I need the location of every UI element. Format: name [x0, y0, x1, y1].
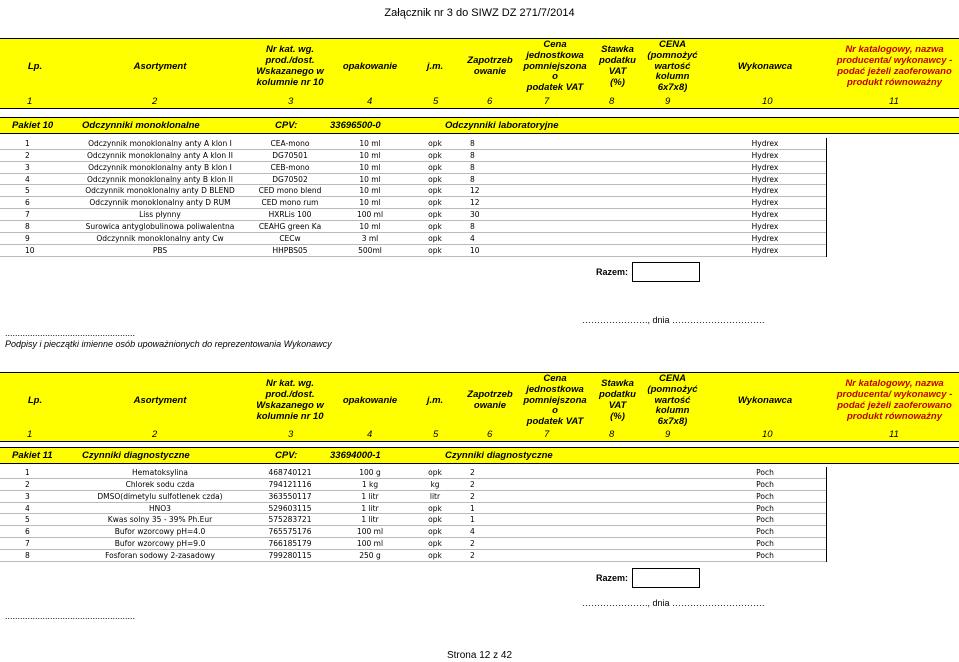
- col-asortyment: Asortyment: [133, 60, 187, 72]
- column-number: 5: [433, 96, 439, 107]
- header-line: (%): [610, 410, 625, 422]
- column-number: 8: [609, 429, 615, 440]
- table-row: [0, 174, 826, 185]
- header-line: kolumn: [655, 405, 690, 417]
- col-cena-wartosc: [645, 39, 700, 95]
- pakiet-name: Czynniki diagnostyczne: [82, 450, 190, 461]
- table-row: [0, 526, 826, 537]
- row-asortyment: Surowica antyglobulinowa poliwalentna: [85, 221, 235, 231]
- header-line: 6x7x8): [657, 416, 688, 428]
- header-line: (%): [610, 76, 625, 88]
- row-wykonawca: Hydrex: [751, 198, 779, 208]
- column-number: 1: [27, 429, 33, 440]
- row-jm: opk: [428, 515, 442, 525]
- razem-label: Razem:: [596, 573, 629, 583]
- table-row: [0, 491, 826, 502]
- column-number: 7: [544, 96, 550, 107]
- table-row: [0, 185, 826, 196]
- header-line: Nr kat. wg.: [265, 378, 315, 390]
- row-nr-kat: 468740121: [268, 468, 312, 477]
- row-zapotrzebowanie: 2: [470, 491, 475, 501]
- table-row: [0, 162, 826, 173]
- column-number: 10: [762, 96, 773, 107]
- header-line: producenta/ wykonawcy -: [836, 55, 953, 67]
- table-header: [0, 38, 959, 96]
- col-zapotrzebowanie: [460, 39, 520, 95]
- header-line: podać jeżeli zaoferowano: [837, 400, 952, 411]
- row-nr-kat: HHPBS05: [272, 245, 308, 255]
- page-title: Załącznik nr 3 do SIWZ DZ 271/7/2014: [384, 7, 575, 19]
- row-asortyment: Bufor wzorcowy pH=9.0: [114, 539, 206, 549]
- column-number: 1: [27, 96, 33, 107]
- row-zapotrzebowanie: 12: [470, 186, 480, 196]
- col-zapotrzebowanie: [460, 373, 520, 429]
- row-jm: opk: [428, 139, 442, 148]
- row-asortyment: DMSO(dimetylu sulfotlenek czda): [97, 491, 223, 501]
- header-line: produkt równoważny: [847, 410, 942, 422]
- row-zapotrzebowanie: 8: [470, 150, 475, 160]
- col-lp: Lp.: [27, 60, 43, 72]
- row-wykonawca: Hydrex: [751, 233, 779, 243]
- page-footer: Strona 12 z 42: [446, 650, 513, 661]
- row-lp: 3: [25, 162, 30, 172]
- row-nr-kat: DG70502: [272, 174, 308, 184]
- column-number: 5: [433, 429, 439, 440]
- row-asortyment: Odczynnik monoklonalny anty A klon II: [87, 150, 233, 160]
- column-numbers: [0, 95, 959, 109]
- row-wykonawca: Poch: [756, 468, 774, 477]
- pakiet-label: Pakiet 11: [12, 450, 53, 461]
- column-number: 6: [487, 96, 493, 107]
- col-asortyment: Asortyment: [133, 394, 187, 406]
- row-opakowanie: 3 ml: [361, 233, 379, 243]
- column-number: 2: [152, 96, 158, 107]
- row-zapotrzebowanie: 1: [470, 503, 475, 513]
- row-nr-kat: 799280115: [268, 550, 312, 560]
- col-lp: Lp.: [27, 394, 43, 406]
- column-number: 11: [889, 429, 899, 440]
- pakiet-row: [0, 447, 959, 464]
- col-nr-katalogowy: [830, 373, 959, 429]
- header-line: CENA: [659, 38, 686, 50]
- row-opakowanie: 1 litr: [361, 491, 379, 501]
- row-opakowanie: 500ml: [358, 245, 382, 255]
- table-row: [0, 197, 826, 208]
- row-wykonawca: Hydrex: [751, 221, 779, 231]
- row-jm: opk: [428, 550, 442, 560]
- row-asortyment: Odczynnik monoklonalny anty Cw: [96, 233, 224, 243]
- row-lp: 6: [25, 198, 30, 208]
- row-opakowanie: 10 ml: [359, 221, 381, 231]
- header-line: pomniejszona o: [523, 394, 587, 417]
- signature-dots: ....................................................: [5, 328, 136, 338]
- row-lp: 5: [25, 186, 30, 196]
- row-wykonawca: Hydrex: [751, 150, 779, 160]
- row-jm: opk: [428, 198, 442, 208]
- row-nr-kat: 363550117: [268, 491, 312, 501]
- row-zapotrzebowanie: 8: [470, 139, 475, 148]
- row-wykonawca: Poch: [756, 503, 774, 513]
- row-jm: opk: [428, 150, 442, 160]
- header-line: Zapotrzeb: [467, 389, 513, 401]
- row-opakowanie: 10 ml: [359, 139, 381, 148]
- row-jm: opk: [428, 174, 442, 184]
- column-number: 4: [367, 429, 373, 440]
- column-numbers: [0, 428, 959, 442]
- table-row: [0, 503, 826, 514]
- row-nr-kat: 765575176: [268, 527, 312, 537]
- row-opakowanie: 1 litr: [361, 503, 379, 513]
- row-opakowanie: 100 ml: [356, 539, 384, 549]
- table-row: [0, 479, 826, 490]
- row-lp: 5: [25, 515, 30, 525]
- header-line: pomniejszona o: [523, 60, 587, 83]
- row-wykonawca: Hydrex: [751, 174, 779, 184]
- row-lp: 7: [25, 539, 30, 549]
- header-line: Cena: [543, 38, 567, 50]
- place-date-line: …………………., dnia ………………………….: [582, 315, 765, 325]
- col-nr-kat: [250, 373, 330, 429]
- row-opakowanie: 1 kg: [361, 479, 379, 489]
- column-number: 11: [889, 96, 899, 107]
- col-opakowanie: opakowanie: [342, 60, 398, 72]
- table-right-border: [826, 467, 827, 562]
- column-number: 3: [288, 429, 294, 440]
- row-nr-kat: CEB-mono: [270, 162, 310, 172]
- header-line: Wskazanego w: [256, 66, 324, 77]
- table-row: [0, 467, 826, 478]
- header-line: owanie: [473, 400, 507, 411]
- row-nr-kat: 794121116: [268, 479, 312, 489]
- table-row: [0, 245, 826, 256]
- header-line: CENA: [659, 372, 686, 384]
- header-line: Stawka: [601, 44, 634, 56]
- row-opakowanie: 10 ml: [359, 174, 381, 184]
- row-wykonawca: Hydrex: [751, 245, 779, 255]
- row-opakowanie: 10 ml: [359, 162, 381, 172]
- row-zapotrzebowanie: 30: [470, 210, 480, 220]
- row-asortyment: Odczynnik monoklonalny anty B klon II: [87, 174, 233, 184]
- pakiet-row: [0, 117, 959, 134]
- col-nr-katalogowy: [830, 39, 959, 95]
- table-row: [0, 550, 826, 561]
- table-row: [0, 514, 826, 525]
- table-row: [0, 150, 826, 161]
- table-row: [0, 538, 826, 549]
- header-line: wartość: [654, 394, 691, 406]
- header-line: prod./dost.: [265, 55, 315, 67]
- column-number: 8: [609, 96, 615, 107]
- row-lp: 7: [25, 210, 30, 220]
- header-line: Nr kat. wg.: [265, 44, 315, 56]
- header-line: kolumnie nr 10: [256, 410, 324, 422]
- row-jm: opk: [428, 186, 442, 196]
- row-zapotrzebowanie: 8: [470, 221, 475, 231]
- header-line: wartość: [654, 60, 691, 72]
- row-lp: 8: [25, 221, 30, 231]
- cpv-code: 33694000-1: [330, 450, 381, 461]
- column-number: 6: [487, 429, 493, 440]
- col-wykonawca: Wykonawca: [737, 394, 793, 406]
- table-row: [0, 221, 826, 232]
- row-zapotrzebowanie: 8: [470, 162, 475, 172]
- row-lp: 2: [25, 150, 30, 160]
- row-wykonawca: Poch: [756, 515, 774, 525]
- signature-dots: ....................................................: [5, 611, 136, 621]
- row-lp: 6: [25, 527, 30, 537]
- row-jm: opk: [428, 162, 442, 172]
- row-jm: opk: [428, 468, 442, 477]
- razem-box: [632, 262, 700, 282]
- header-line: prod./dost.: [265, 389, 315, 401]
- row-opakowanie: 10 ml: [359, 198, 381, 208]
- cpv-label: CPV:: [275, 450, 298, 461]
- header-line: podać jeżeli zaoferowano: [837, 66, 952, 77]
- row-zapotrzebowanie: 2: [470, 539, 475, 549]
- row-jm: opk: [428, 503, 442, 513]
- row-lp: 1: [25, 139, 30, 148]
- row-jm: litr: [429, 491, 441, 501]
- row-opakowanie: 1 litr: [361, 515, 379, 525]
- row-jm: opk: [428, 539, 442, 549]
- pakiet-label: Pakiet 10: [12, 120, 54, 131]
- col-wykonawca: Wykonawca: [737, 60, 793, 72]
- row-nr-kat: 529603115: [268, 503, 312, 513]
- row-lp: 8: [25, 550, 30, 560]
- row-asortyment: Odczynnik monoklonalny anty A klon I: [88, 139, 232, 148]
- header-line: Zapotrzeb: [467, 55, 513, 67]
- row-divider: [0, 256, 826, 257]
- header-line: Nr katalogowy, nazwa: [845, 44, 944, 56]
- col-jm: j.m.: [426, 394, 444, 406]
- column-number: 4: [367, 96, 373, 107]
- row-jm: opk: [428, 233, 442, 243]
- header-line: owanie: [473, 66, 507, 77]
- column-number: 9: [665, 96, 671, 107]
- row-zapotrzebowanie: 8: [470, 174, 475, 184]
- row-zapotrzebowanie: 10: [470, 245, 480, 255]
- row-wykonawca: Poch: [756, 539, 774, 549]
- row-lp: 10: [25, 245, 35, 255]
- row-wykonawca: Hydrex: [751, 186, 779, 196]
- row-asortyment: Kwas solny 35 - 39% Ph.Eur: [107, 515, 213, 525]
- row-asortyment: HNO3: [149, 503, 171, 513]
- column-number: 3: [288, 96, 294, 107]
- row-zapotrzebowanie: 1: [470, 515, 475, 525]
- header-line: kolumn: [655, 71, 690, 83]
- row-lp: 4: [25, 174, 30, 184]
- header-line: Cena: [543, 372, 567, 384]
- col-opakowanie: opakowanie: [342, 394, 398, 406]
- row-opakowanie: 100 ml: [356, 527, 384, 537]
- row-zapotrzebowanie: 2: [470, 479, 475, 489]
- row-lp: 4: [25, 503, 30, 513]
- row-nr-kat: 766185179: [268, 539, 312, 549]
- row-zapotrzebowanie: 2: [470, 468, 475, 477]
- header-line: Wskazanego w: [256, 400, 324, 411]
- row-asortyment: Odczynnik monoklonalny anty D RUM: [89, 198, 231, 208]
- header-line: jednostkowa: [526, 49, 584, 61]
- cpv-label: CPV:: [275, 120, 298, 131]
- razem-box: [632, 568, 700, 588]
- row-zapotrzebowanie: 4: [470, 233, 475, 243]
- row-wykonawca: Hydrex: [751, 162, 779, 172]
- row-opakowanie: 250 g: [359, 550, 381, 560]
- table-row: [0, 138, 826, 149]
- row-jm: opk: [428, 527, 442, 537]
- table-row: [0, 209, 826, 220]
- col-cena: [520, 373, 590, 429]
- table-right-border: [826, 138, 827, 257]
- row-lp: 1: [25, 468, 30, 477]
- column-number: 9: [665, 429, 671, 440]
- header-line: podatek VAT: [526, 82, 584, 94]
- header-line: producenta/ wykonawcy -: [836, 389, 953, 401]
- row-asortyment: Fosforan sodowy 2-zasadowy: [105, 550, 215, 560]
- row-wykonawca: Poch: [756, 479, 774, 489]
- row-asortyment: Odczynnik monoklonalny anty D BLEND: [85, 186, 235, 196]
- row-wykonawca: Hydrex: [751, 139, 779, 148]
- header-line: Nr katalogowy, nazwa: [845, 378, 944, 390]
- row-nr-kat: DG70501: [272, 150, 308, 160]
- signature-caption: Podpisy i pieczątki imienne osób upoważnionych do reprezentowania Wykonawcy: [5, 339, 332, 349]
- column-number: 2: [152, 429, 158, 440]
- row-wykonawca: Poch: [756, 550, 774, 560]
- row-wykonawca: Poch: [756, 491, 774, 501]
- col-stawka: [590, 373, 645, 429]
- row-nr-kat: CECw: [279, 233, 301, 243]
- header-line: jednostkowa: [526, 383, 584, 395]
- row-asortyment: Odczynnik monoklonalny anty B klon I: [88, 162, 232, 172]
- row-nr-kat: CEAHG green Ka: [258, 221, 322, 231]
- place-date-line: …………………., dnia ………………………….: [582, 598, 765, 608]
- header-line: Stawka: [601, 378, 634, 390]
- header-line: produkt równoważny: [847, 76, 942, 88]
- row-lp: 2: [25, 479, 30, 489]
- row-nr-kat: CEA-mono: [270, 139, 310, 148]
- row-nr-kat: CED mono rum: [261, 198, 319, 208]
- razem-label: Razem:: [596, 267, 629, 277]
- header-line: podatku VAT: [599, 389, 636, 411]
- col-nr-kat: [250, 39, 330, 95]
- row-wykonawca: Poch: [756, 527, 774, 537]
- pakiet-name: Odczynniki monoklonalne: [82, 120, 200, 131]
- row-zapotrzebowanie: 2: [470, 550, 475, 560]
- pakiet-category: Czynniki diagnostyczne: [445, 450, 553, 461]
- row-jm: opk: [428, 245, 442, 255]
- row-opakowanie: 10 ml: [359, 186, 381, 196]
- row-asortyment: PBS: [152, 245, 168, 255]
- header-line: 6x7x8): [657, 82, 688, 94]
- column-number: 7: [544, 429, 550, 440]
- header-line: kolumnie nr 10: [256, 76, 324, 88]
- table-row: [0, 233, 826, 244]
- row-asortyment: Liss płynny: [139, 210, 181, 220]
- row-wykonawca: Hydrex: [751, 210, 779, 220]
- row-asortyment: Bufor wzorcowy pH=4.0: [114, 527, 206, 537]
- table-header: [0, 372, 959, 430]
- row-asortyment: Chlorek sodu czda: [125, 479, 195, 489]
- row-opakowanie: 100 g: [359, 468, 381, 477]
- row-asortyment: Hematoksylina: [132, 468, 188, 477]
- row-opakowanie: 10 ml: [359, 150, 381, 160]
- column-number: 10: [762, 429, 773, 440]
- row-nr-kat: HXRLis 100: [268, 210, 312, 220]
- header-line: (pomnożyć: [647, 49, 698, 61]
- cpv-code: 33696500-0: [330, 120, 381, 131]
- col-stawka: [590, 39, 645, 95]
- row-nr-kat: CED mono blend: [258, 186, 322, 196]
- row-lp: 3: [25, 491, 30, 501]
- col-jm: j.m.: [426, 60, 444, 72]
- col-cena-wartosc: [645, 373, 700, 429]
- header-line: podatku VAT: [599, 55, 636, 77]
- row-divider: [0, 561, 826, 562]
- row-jm: opk: [428, 210, 442, 220]
- row-nr-kat: 575283721: [268, 515, 312, 525]
- row-opakowanie: 100 ml: [356, 210, 384, 220]
- header-line: podatek VAT: [526, 416, 584, 428]
- row-zapotrzebowanie: 4: [470, 527, 475, 537]
- row-zapotrzebowanie: 12: [470, 198, 480, 208]
- col-cena: [520, 39, 590, 95]
- row-lp: 9: [25, 233, 30, 243]
- header-line: (pomnożyć: [647, 383, 698, 395]
- pakiet-category: Odczynniki laboratoryjne: [445, 120, 559, 131]
- row-jm: opk: [428, 221, 442, 231]
- row-jm: kg: [430, 479, 440, 489]
